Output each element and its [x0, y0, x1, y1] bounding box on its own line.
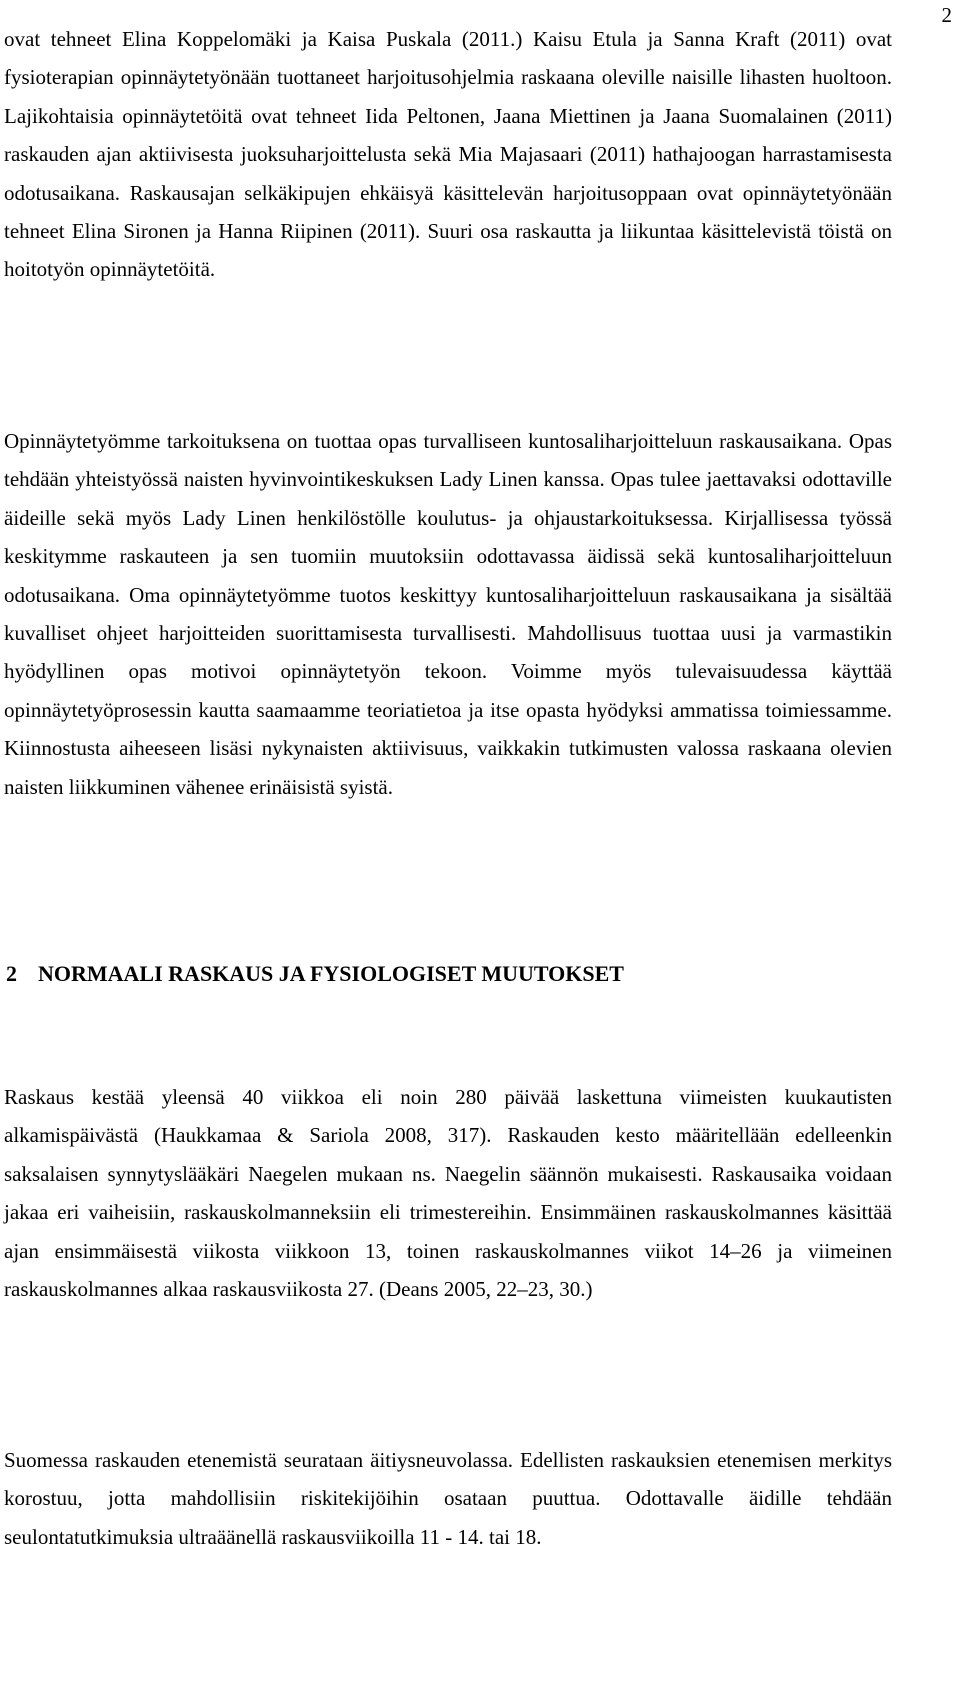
section-heading [6, 958, 894, 990]
paragraph-related-theses: ovat tehneet Elina Koppelomäki ja Kaisa Puskala (2011.) Kaisu Etula ja Sanna Kraft (2011) ovat fysioterapian opinnäytetyönään tuottaneet harjoitusohjelmia raskaana oleville naisille lihasten huoltoon. Lajikohtaisia opinnäytetöitä ovat tehneet Iida Peltonen, Jaana Miettinen ja Jaana Suomalainen (2011) raskauden ajan aktiivisesta juoksuharjoittelusta sekä Mia Majasaari (2011) hathajoogan harrastamisesta odotusaikana. Raskausajan selkäkipujen ehkäisyä käsittelevän harjoitusoppaan ovat opinnäytetyönään tehneet Elina Sironen ja Hanna Riipinen (2011). Suuri osa raskautta ja liikuntaa käsittelevistä töistä on hoitotyön opinnäytetöitä. [4, 27, 892, 282]
section-title: NORMAALI RASKAUS JA FYSIOLOGISET MUUTOKSET [38, 961, 624, 986]
paragraph-maternity-clinic: Suomessa raskauden etenemistä seurataan äitiysneuvolassa. Edellisten raskauksien etenemisen merkitys korostuu, jotta mahdollisiin riskitekijöihin osataan puuttua. Odottavalle äidille tehdään seulontatutkimuksia ultraäänellä raskausviikoilla 11 - 14. tai 18. [4, 1448, 892, 1549]
section-number: 2 [6, 961, 17, 986]
page-number: 2 [941, 3, 952, 27]
paragraph-thesis-purpose: Opinnäytetyömme tarkoituksena on tuottaa opas turvalliseen kuntosaliharjoitteluun raskausaikana. Opas tehdään yhteistyössä naisten hyvinvointikeskuksen Lady Linen kanssa. Opas tulee jaettavaksi odottaville äideille sekä myös Lady Linen henkilöstölle koulutus- ja ohjaustarkoituksessa. Kirjallisessa työssä keskitymme raskauteen ja sen tuomiin muutoksiin odottavassa äidissä sekä kuntosaliharjoitteluun odotusaikana. Oma opinnäytetyömme tuotos keskittyy kuntosaliharjoitteluun raskausaikana ja sisältää kuvalliset ohjeet harjoitteiden suorittamisesta turvallisesti. Mahdollisuus tuottaa uusi ja varmastikin hyödyllinen opas motivoi opinnäytetyön tekoon. Voimme myös tulevaisuudessa käyttää opinnäytetyöprosessin kautta saamaamme teoriatietoa ja itse opasta hyödyksi ammatissa toimiessamme. Kiinnostusta aiheeseen lisäsi nykynaisten aktiivisuus, vaikkakin tutkimusten valossa raskaana olevien naisten liikkuminen vähenee erinäisistä syistä. [4, 429, 892, 799]
paragraph-pregnancy-duration: Raskaus kestää yleensä 40 viikkoa eli noin 280 päivää laskettuna viimeisten kuukautisten alkamispäivästä (Haukkamaa & Sariola 2008, 317). Raskauden kesto määritellään edelleenkin saksalaisen synnytyslääkäri Naegelen mukaan ns. Naegelin säännön mukaisesti. Raskausaika voidaan jakaa eri vaiheisiin, raskauskolmanneksiin eli trimestereihin. Ensimmäinen raskauskolmannes käsittää ajan ensimmäisestä viikosta viikkoon 13, toinen raskauskolmannes viikot 14–26 ja viimeinen raskauskolmannes alkaa raskausviikosta 27. (Deans 2005, 22–23, 30.) [4, 1085, 892, 1302]
